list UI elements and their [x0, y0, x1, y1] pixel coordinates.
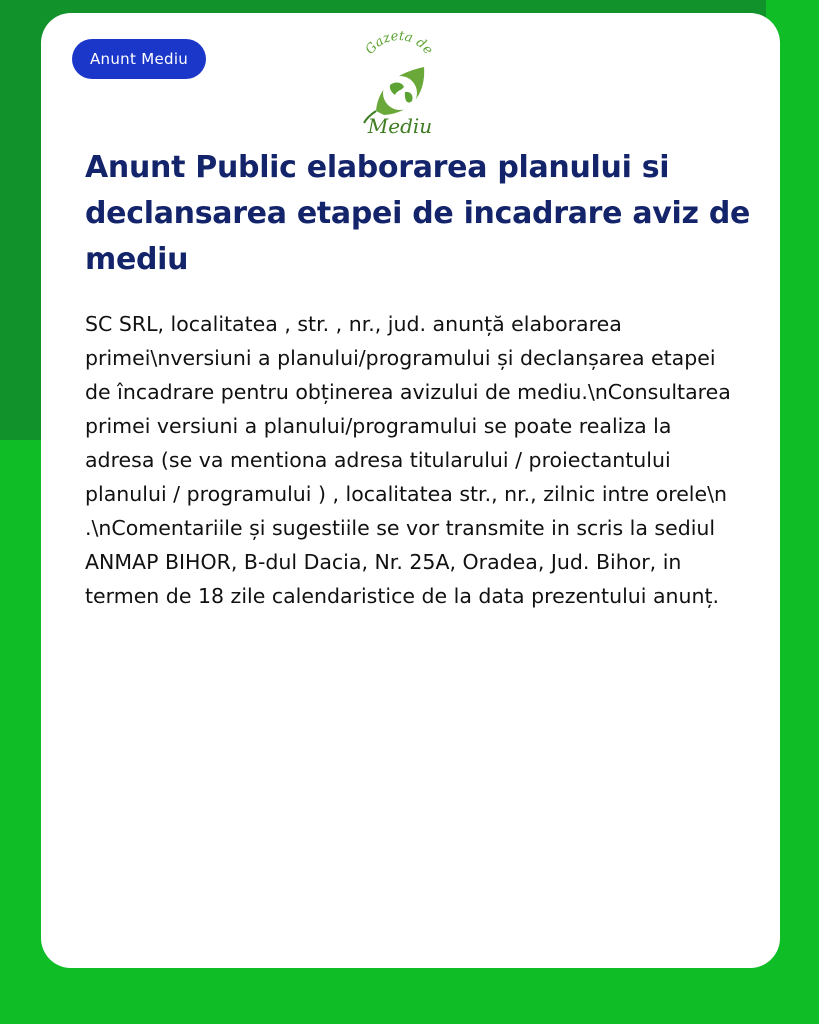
announcement-card — [41, 13, 780, 968]
globe-icon — [383, 76, 417, 110]
category-badge[interactable]: Anunt Mediu — [72, 39, 206, 79]
logo-top-text: Gazeta de — [362, 29, 436, 58]
svg-text:Gazeta de — [363, 29, 436, 58]
article-title: Anunt Public elaborarea planului si declansarea etapei de incadrare aviz de mediu — [85, 150, 751, 277]
gazeta-de-mediu-logo — [354, 29, 444, 141]
article-body: SC SRL, localitatea , str. , nr., jud. anunță elaborarea primei\nversiuni a planului/programului și declanșarea etapei de încadrare pentru obținerea avizului de mediu.\nConsultarea primei versiuni a planului/programului se poate realiza la adresa (se va mentiona adresa titularului / proiectantului planului / programului ) , localitatea str., nr., zilnic intre orele\n .\nComentariile și sugestiile se vor transmite in scris la sediul ANMAP BIHOR, B-dul Dacia, Nr. 25A, Oradea, Jud. Bihor, in termen de 18 zile calendaristice de la data prezentului anunț. — [85, 312, 731, 608]
logo-bottom-text: Mediu — [367, 114, 433, 138]
